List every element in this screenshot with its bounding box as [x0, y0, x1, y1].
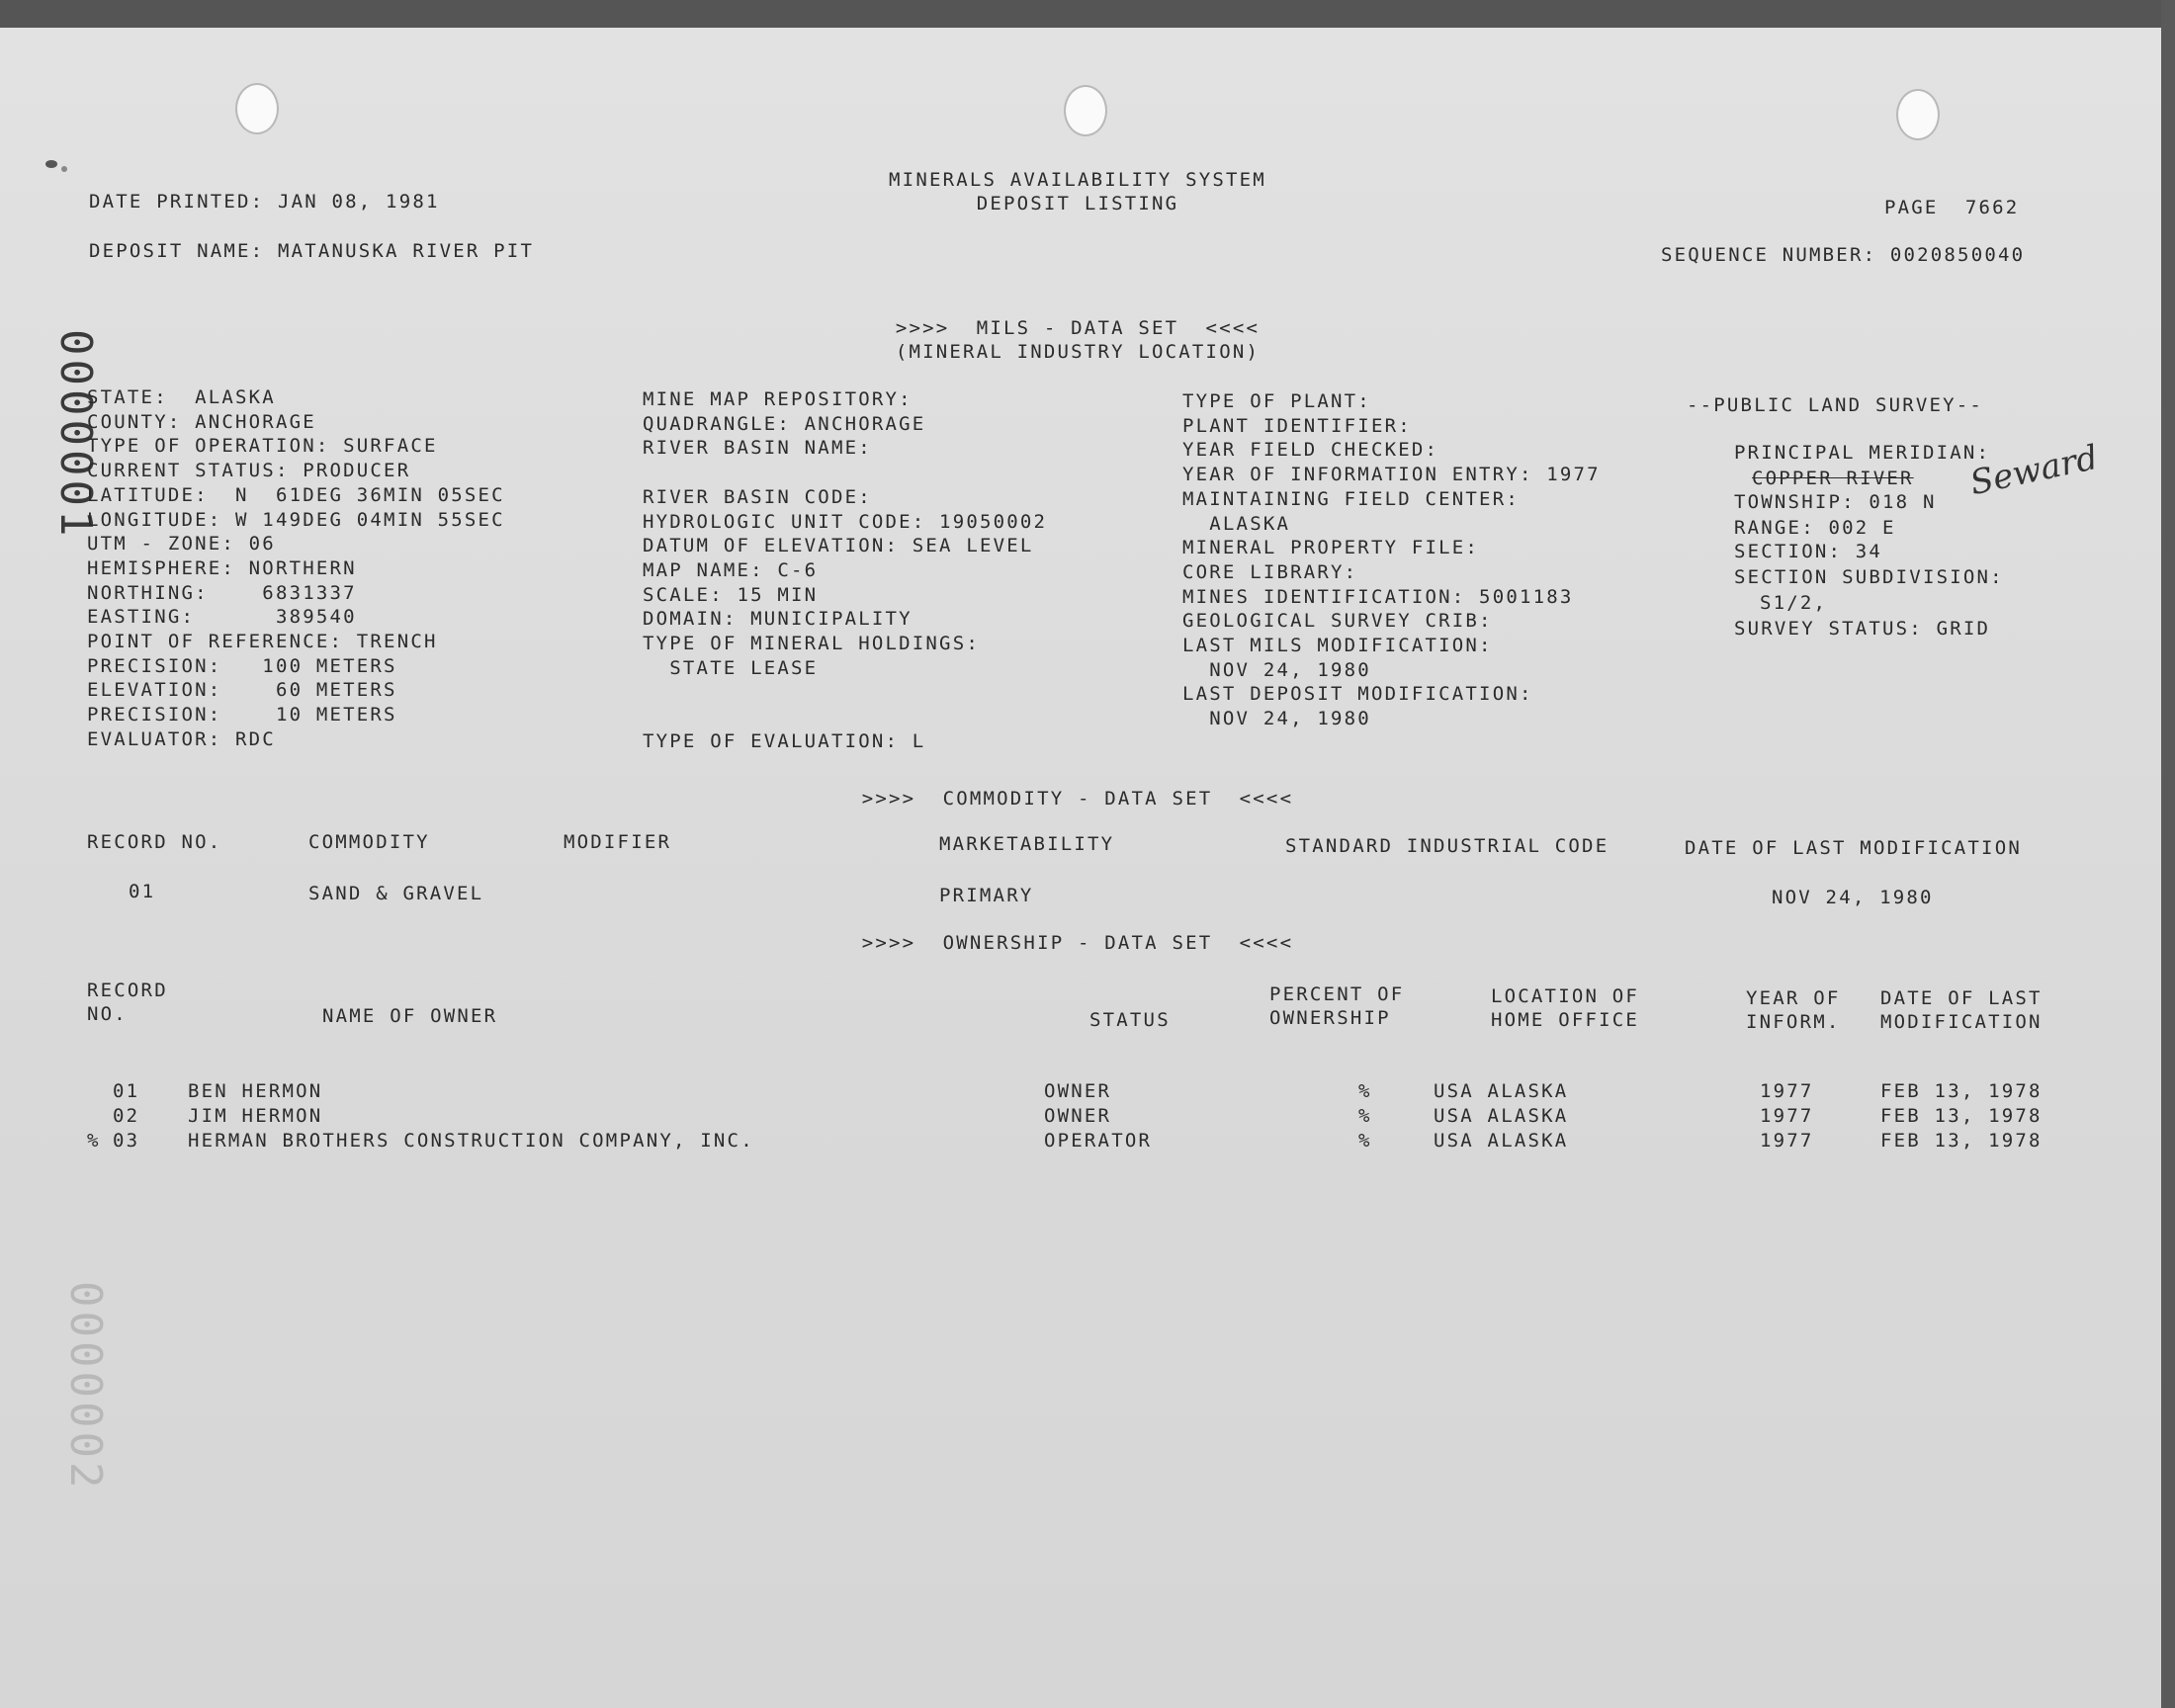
commodity-header-marketability: MARKETABILITY: [939, 833, 1115, 855]
mils-field: CURRENT STATUS: PRODUCER: [87, 460, 411, 482]
printout-page: [0, 28, 2161, 1708]
mils-field: MINE MAP REPOSITORY:: [643, 388, 913, 410]
mils-field: EASTING: 389540: [87, 606, 357, 629]
mils-field: MAP NAME: C-6: [643, 558, 819, 581]
end-marker: %: [87, 1130, 101, 1152]
ink-smudge: [61, 166, 67, 172]
owner-location: USA ALASKA: [1434, 1130, 1569, 1152]
page-number: PAGE 7662: [1884, 197, 2020, 218]
owner-status: OWNER: [1044, 1105, 1112, 1127]
owner-year: 1977: [1760, 1080, 1814, 1102]
mils-field: MINES IDENTIFICATION: 5001183: [1182, 585, 1574, 608]
section: SECTION: 34: [1734, 541, 1883, 562]
land-survey-heading: --PUBLIC LAND SURVEY--: [1687, 394, 1984, 416]
owner-date-mod: FEB 13, 1978: [1880, 1130, 2043, 1152]
binder-hole-right: [1896, 89, 1940, 140]
owner-name: JIM HERMON: [188, 1105, 323, 1127]
owner-year: 1977: [1760, 1105, 1814, 1127]
system-title: MINERALS AVAILABILITY SYSTEM: [889, 169, 1266, 191]
owner-location: USA ALASKA: [1434, 1080, 1569, 1102]
sequence-number: SEQUENCE NUMBER: 0020850040: [1661, 244, 2026, 266]
owner-name: HERMAN BROTHERS CONSTRUCTION COMPANY, INC.: [188, 1130, 754, 1152]
owner-record-no: 01: [113, 1080, 140, 1102]
owner-date-mod: FEB 13, 1978: [1880, 1105, 2043, 1127]
mils-field: HEMISPHERE: NORTHERN: [87, 556, 357, 579]
principal-meridian-value: COPPER RIVER: [1752, 468, 1914, 489]
mils-field: EVALUATOR: RDC: [87, 727, 276, 750]
owner-record-no: 03: [113, 1130, 140, 1152]
mils-field: LONGITUDE: W 149DEG 04MIN 55SEC: [87, 508, 505, 531]
owner-date-mod: FEB 13, 1978: [1880, 1080, 2043, 1102]
mils-field: LATITUDE: N 61DEG 36MIN 05SEC: [87, 483, 505, 506]
scan-border-right: [2161, 0, 2175, 1708]
binder-hole-left: [235, 83, 279, 134]
mils-field: HYDROLOGIC UNIT CODE: 19050002: [643, 510, 1048, 533]
commodity-date-mod: NOV 24, 1980: [1772, 887, 1934, 908]
mils-field: QUADRANGLE: ANCHORAGE: [643, 412, 926, 435]
principal-meridian-label: PRINCIPAL MERIDIAN:: [1734, 442, 1991, 464]
mils-field: MAINTAINING FIELD CENTER:: [1182, 487, 1520, 510]
mils-field: TYPE OF OPERATION: SURFACE: [87, 435, 438, 458]
mils-field: GEOLOGICAL SURVEY CRIB:: [1182, 610, 1493, 633]
side-number-bottom: 0000002: [60, 1281, 111, 1493]
owner-percent: %: [1358, 1105, 1372, 1127]
date-printed: DATE PRINTED: JAN 08, 1981: [89, 191, 440, 213]
commodity-header-modifier: MODIFIER: [564, 831, 672, 853]
owner-percent: %: [1358, 1130, 1372, 1152]
mils-field: RIVER BASIN CODE:: [643, 485, 872, 508]
mils-field: YEAR FIELD CHECKED:: [1182, 439, 1439, 462]
section-subdivision-value: S1/2,: [1760, 592, 1828, 614]
listing-title: DEPOSIT LISTING: [976, 193, 1179, 214]
mils-field: LAST DEPOSIT MODIFICATION:: [1182, 683, 1533, 706]
mils-field: COUNTY: ANCHORAGE: [87, 410, 316, 433]
ownership-title: >>>> OWNERSHIP - DATA SET <<<<: [861, 932, 1294, 954]
mils-field: ALASKA: [1182, 512, 1291, 535]
scan-border-top: [0, 0, 2175, 28]
commodity-record-no: 01: [129, 881, 156, 902]
survey-status: SURVEY STATUS: GRID: [1734, 618, 1991, 640]
mils-field: DOMAIN: MUNICIPALITY: [643, 608, 913, 631]
mils-field: STATE: ALASKA: [87, 386, 276, 408]
ownership-header-status: STATUS: [1089, 1009, 1171, 1031]
mils-field: SCALE: 15 MIN: [643, 583, 819, 606]
mils-field: LAST MILS MODIFICATION:: [1182, 635, 1493, 656]
mils-field: NOV 24, 1980: [1182, 658, 1371, 681]
owner-status: OWNER: [1044, 1080, 1112, 1102]
ink-smudge: [45, 160, 57, 168]
mils-field: NOV 24, 1980: [1182, 708, 1371, 730]
section-subdivision-label: SECTION SUBDIVISION:: [1734, 566, 2004, 588]
owner-percent: %: [1358, 1080, 1372, 1102]
commodity-header-date: DATE OF LAST MODIFICATION: [1685, 837, 2022, 859]
ownership-header-percent: PERCENT OF OWNERSHIP: [1269, 983, 1405, 1029]
mils-field: TYPE OF MINERAL HOLDINGS:: [643, 633, 980, 654]
owner-status: OPERATOR: [1044, 1130, 1153, 1152]
deposit-name: DEPOSIT NAME: MATANUSKA RIVER PIT: [89, 240, 535, 262]
ownership-header-date: DATE OF LAST MODIFICATION: [1880, 987, 2043, 1033]
mils-field: RIVER BASIN NAME:: [643, 437, 872, 460]
commodity-name: SAND & GRAVEL: [308, 883, 484, 904]
mils-subtitle: (MINERAL INDUSTRY LOCATION): [895, 341, 1261, 363]
commodity-header-record: RECORD NO.: [87, 831, 222, 853]
owner-year: 1977: [1760, 1130, 1814, 1152]
ownership-header-year: YEAR OF INFORM.: [1746, 987, 1841, 1033]
owner-name: BEN HERMON: [188, 1080, 323, 1102]
ownership-header-location: LOCATION OF HOME OFFICE: [1491, 985, 1640, 1031]
owner-record-no: 02: [113, 1105, 140, 1127]
side-number-top: 0000001: [50, 329, 101, 541]
mils-field: TYPE OF PLANT:: [1182, 390, 1371, 412]
mils-field: CORE LIBRARY:: [1182, 560, 1358, 583]
mils-field: PRECISION: 100 METERS: [87, 654, 397, 677]
commodity-header-sic: STANDARD INDUSTRIAL CODE: [1285, 835, 1610, 857]
handwritten-meridian: Seward: [1966, 437, 2102, 504]
mils-field: POINT OF REFERENCE: TRENCH: [87, 631, 438, 652]
mils-field: STATE LEASE: [643, 656, 819, 679]
ownership-header-record: RECORD NO.: [87, 980, 168, 1025]
mils-field: UTM - ZONE: 06: [87, 533, 276, 555]
mils-field: PRECISION: 10 METERS: [87, 704, 397, 726]
mils-title: >>>> MILS - DATA SET <<<<: [895, 317, 1261, 339]
mils-field: ELEVATION: 60 METERS: [87, 679, 397, 702]
commodity-marketability: PRIMARY: [939, 885, 1034, 906]
mils-field: MINERAL PROPERTY FILE:: [1182, 537, 1480, 559]
owner-location: USA ALASKA: [1434, 1105, 1569, 1127]
mils-field: YEAR OF INFORMATION ENTRY: 1977: [1182, 464, 1601, 486]
commodity-title: >>>> COMMODITY - DATA SET <<<<: [861, 788, 1294, 810]
ownership-header-name: NAME OF OWNER: [322, 1005, 498, 1027]
mils-field: PLANT IDENTIFIER:: [1182, 414, 1412, 437]
township: TOWNSHIP: 018 N: [1734, 491, 1937, 513]
mils-field: TYPE OF EVALUATION: L: [643, 729, 926, 752]
mils-field: NORTHING: 6831337: [87, 581, 357, 604]
range: RANGE: 002 E: [1734, 517, 1896, 539]
commodity-header-commodity: COMMODITY: [308, 831, 430, 853]
mils-field: DATUM OF ELEVATION: SEA LEVEL: [643, 535, 1034, 557]
binder-hole-center: [1064, 85, 1107, 136]
